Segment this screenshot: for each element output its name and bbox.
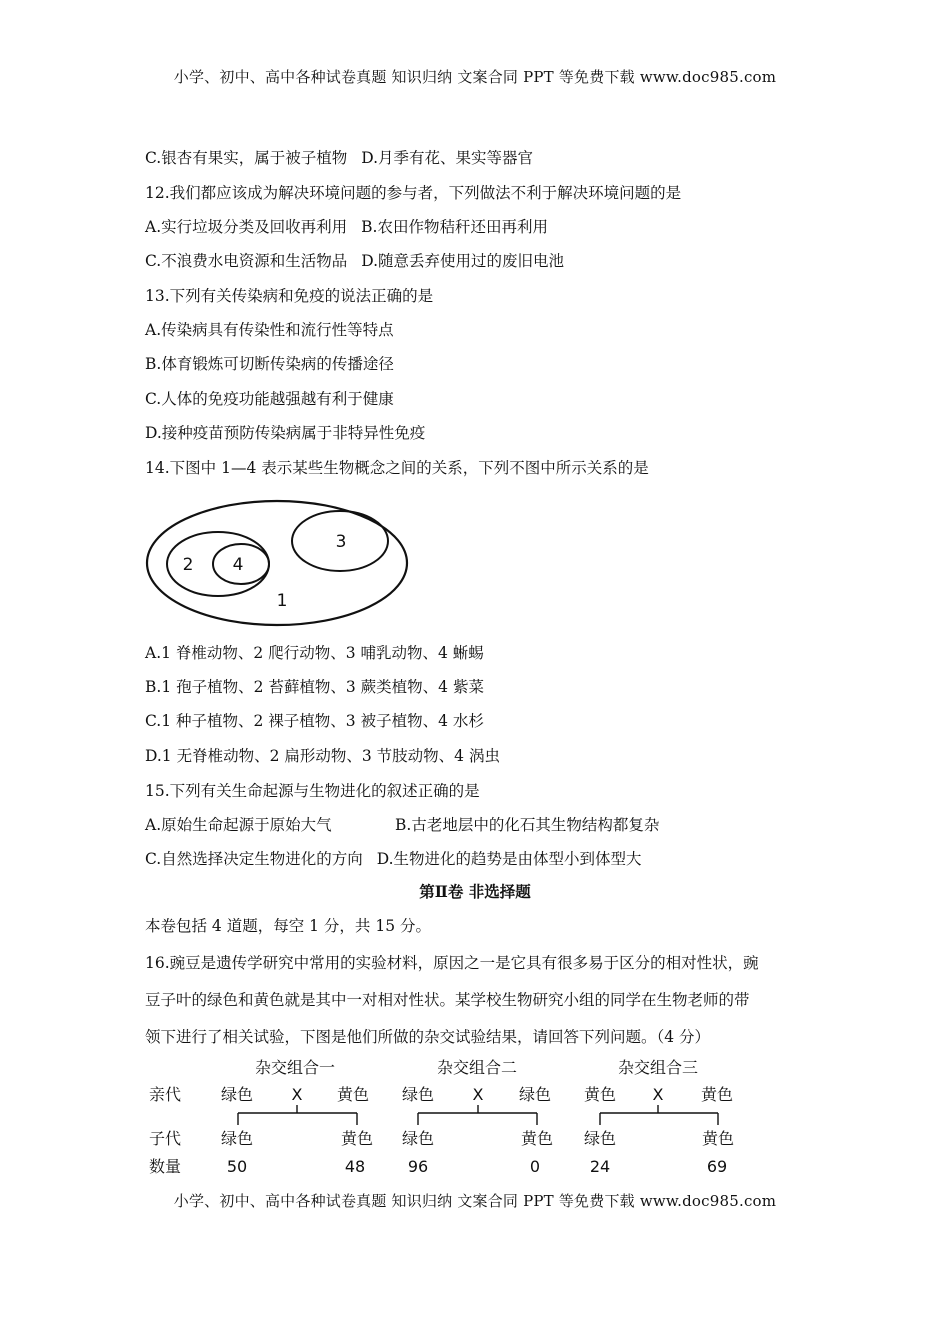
page-footer: 小学、初中、高中各种试卷真题 知识归纳 文案合同 PPT 等免费下载 www.doc985.com [173,1192,777,1210]
q15-option-a: A.原始生命起源于原始大气 [145,816,332,834]
group-1-count-1: 50 [226,1157,248,1176]
group-2-child-2: 黄色 [520,1129,554,1148]
cross-group-1 [221,1058,373,1176]
group-3-parent-1: 黄色 [583,1085,617,1104]
q14-option-d: D.1 无脊椎动物、2 扁形动物、3 节肢动物、4 涡虫 [145,747,500,765]
row-label-child: 子代 [149,1129,182,1148]
part2-intro: 本卷包括 4 道题，每空 1 分，共 15 分。 [145,917,432,935]
group-1-title: 杂交组合一 [254,1058,336,1077]
q12-option-a: A.实行垃圾分类及回收再利用 [145,218,348,236]
group-2-child-1: 绿色 [401,1129,435,1148]
q14-stem: 14.下图中 1—4 表示某些生物概念之间的关系，下列不图中所示关系的是 [145,459,649,477]
group-2-count-2: 0 [529,1157,541,1176]
row-label-parent: 亲代 [149,1085,182,1104]
q15-options-cd [145,847,642,869]
row-label-count: 数量 [149,1157,182,1176]
cross-group-2 [402,1058,553,1176]
q12-stem: 12.我们都应该成为解决环境问题的参与者，下列做法不利于解决环境问题的是 [145,184,682,202]
venn-label-3: 3 [335,532,347,552]
page-header: 小学、初中、高中各种试卷真题 知识归纳 文案合同 PPT 等免费下载 www.doc985.com [173,68,777,86]
group-1-parent-2: 黄色 [336,1085,370,1104]
venn-diagram [145,498,417,628]
group-2-parent-1: 绿色 [401,1085,435,1104]
q13-option-b: B.体育锻炼可切断传染病的传播途径 [145,355,394,373]
q11-option-c: C.银杏有果实，属于被子植物 [145,149,348,167]
q14-option-b: B.1 孢子植物、2 苔藓植物、3 蕨类植物、4 紫菜 [145,678,484,696]
group-3-child-2: 黄色 [701,1129,735,1148]
q15-option-c: C.自然选择决定生物进化的方向 [145,850,363,868]
group-3-title: 杂交组合三 [617,1058,699,1077]
q15-option-d: D.生物进化的趋势是由体型小到体型大 [376,850,642,868]
q16-line-1: 16.豌豆是遗传学研究中常用的实验材料，原因之一是它具有很多易于区分的相对性状，豌 [145,954,759,972]
cross-experiment-table [145,1055,765,1180]
q15-options-ab [145,813,659,835]
q12-options-cd [145,249,564,271]
group-1-x-mark: X [291,1085,303,1104]
q13-option-d: D.接种疫苗预防传染病属于非特异性免疫 [145,424,426,442]
q12-options-ab [145,215,548,237]
q16-line-3: 领下进行了相关试验，下图是他们所做的杂交试验结果，请回答下列问题。（4 分） [145,1028,711,1046]
group-1-child-2: 黄色 [340,1129,374,1148]
part2-title: 第Ⅱ卷 非选择题 [419,882,531,901]
q11-option-d: D.月季有花、果实等器官 [361,149,534,167]
group-2-x-mark: X [472,1085,484,1104]
venn-label-2: 2 [182,555,194,575]
q13-stem: 13.下列有关传染病和免疫的说法正确的是 [145,287,434,305]
q12-option-d: D.随意丢弃使用过的废旧电池 [361,252,565,270]
group-3-parent-2: 黄色 [700,1085,734,1104]
q14-option-c: C.1 种子植物、2 裸子植物、3 被子植物、4 水杉 [145,712,484,730]
q15-option-b: B.古老地层中的化石其生物结构都复杂 [395,816,660,834]
group-1-count-2: 48 [344,1157,366,1176]
q16-line-2: 豆子叶的绿色和黄色就是其中一对相对性状。某学校生物研究小组的同学在生物老师的带 [145,991,750,1009]
group-2-count-1: 96 [407,1157,429,1176]
q12-option-c: C.不浪费水电资源和生活物品 [145,252,348,270]
group-3-count-1: 24 [589,1157,611,1176]
group-3-x-mark: X [652,1085,664,1104]
group-2-parent-2: 绿色 [518,1085,552,1104]
q15-stem: 15.下列有关生命起源与生物进化的叙述正确的是 [145,782,480,800]
group-3-child-1: 绿色 [583,1129,617,1148]
group-1-child-1: 绿色 [220,1129,254,1148]
q12-option-b: B.农田作物秸秆还田再利用 [361,218,548,236]
q13-option-c: C.人体的免疫功能越强越有利于健康 [145,390,394,408]
q14-option-a: A.1 脊椎动物、2 爬行动物、3 哺乳动物、4 蜥蜴 [145,644,484,662]
cross-group-3 [584,1058,734,1176]
group-2-title: 杂交组合二 [436,1058,518,1077]
q13-option-a: A.传染病具有传染性和流行性等特点 [145,321,394,339]
group-1-parent-1: 绿色 [220,1085,254,1104]
q11-options-cd [145,146,533,168]
group-3-count-2: 69 [706,1157,728,1176]
venn-label-1: 1 [276,591,288,611]
venn-label-4: 4 [232,555,244,575]
